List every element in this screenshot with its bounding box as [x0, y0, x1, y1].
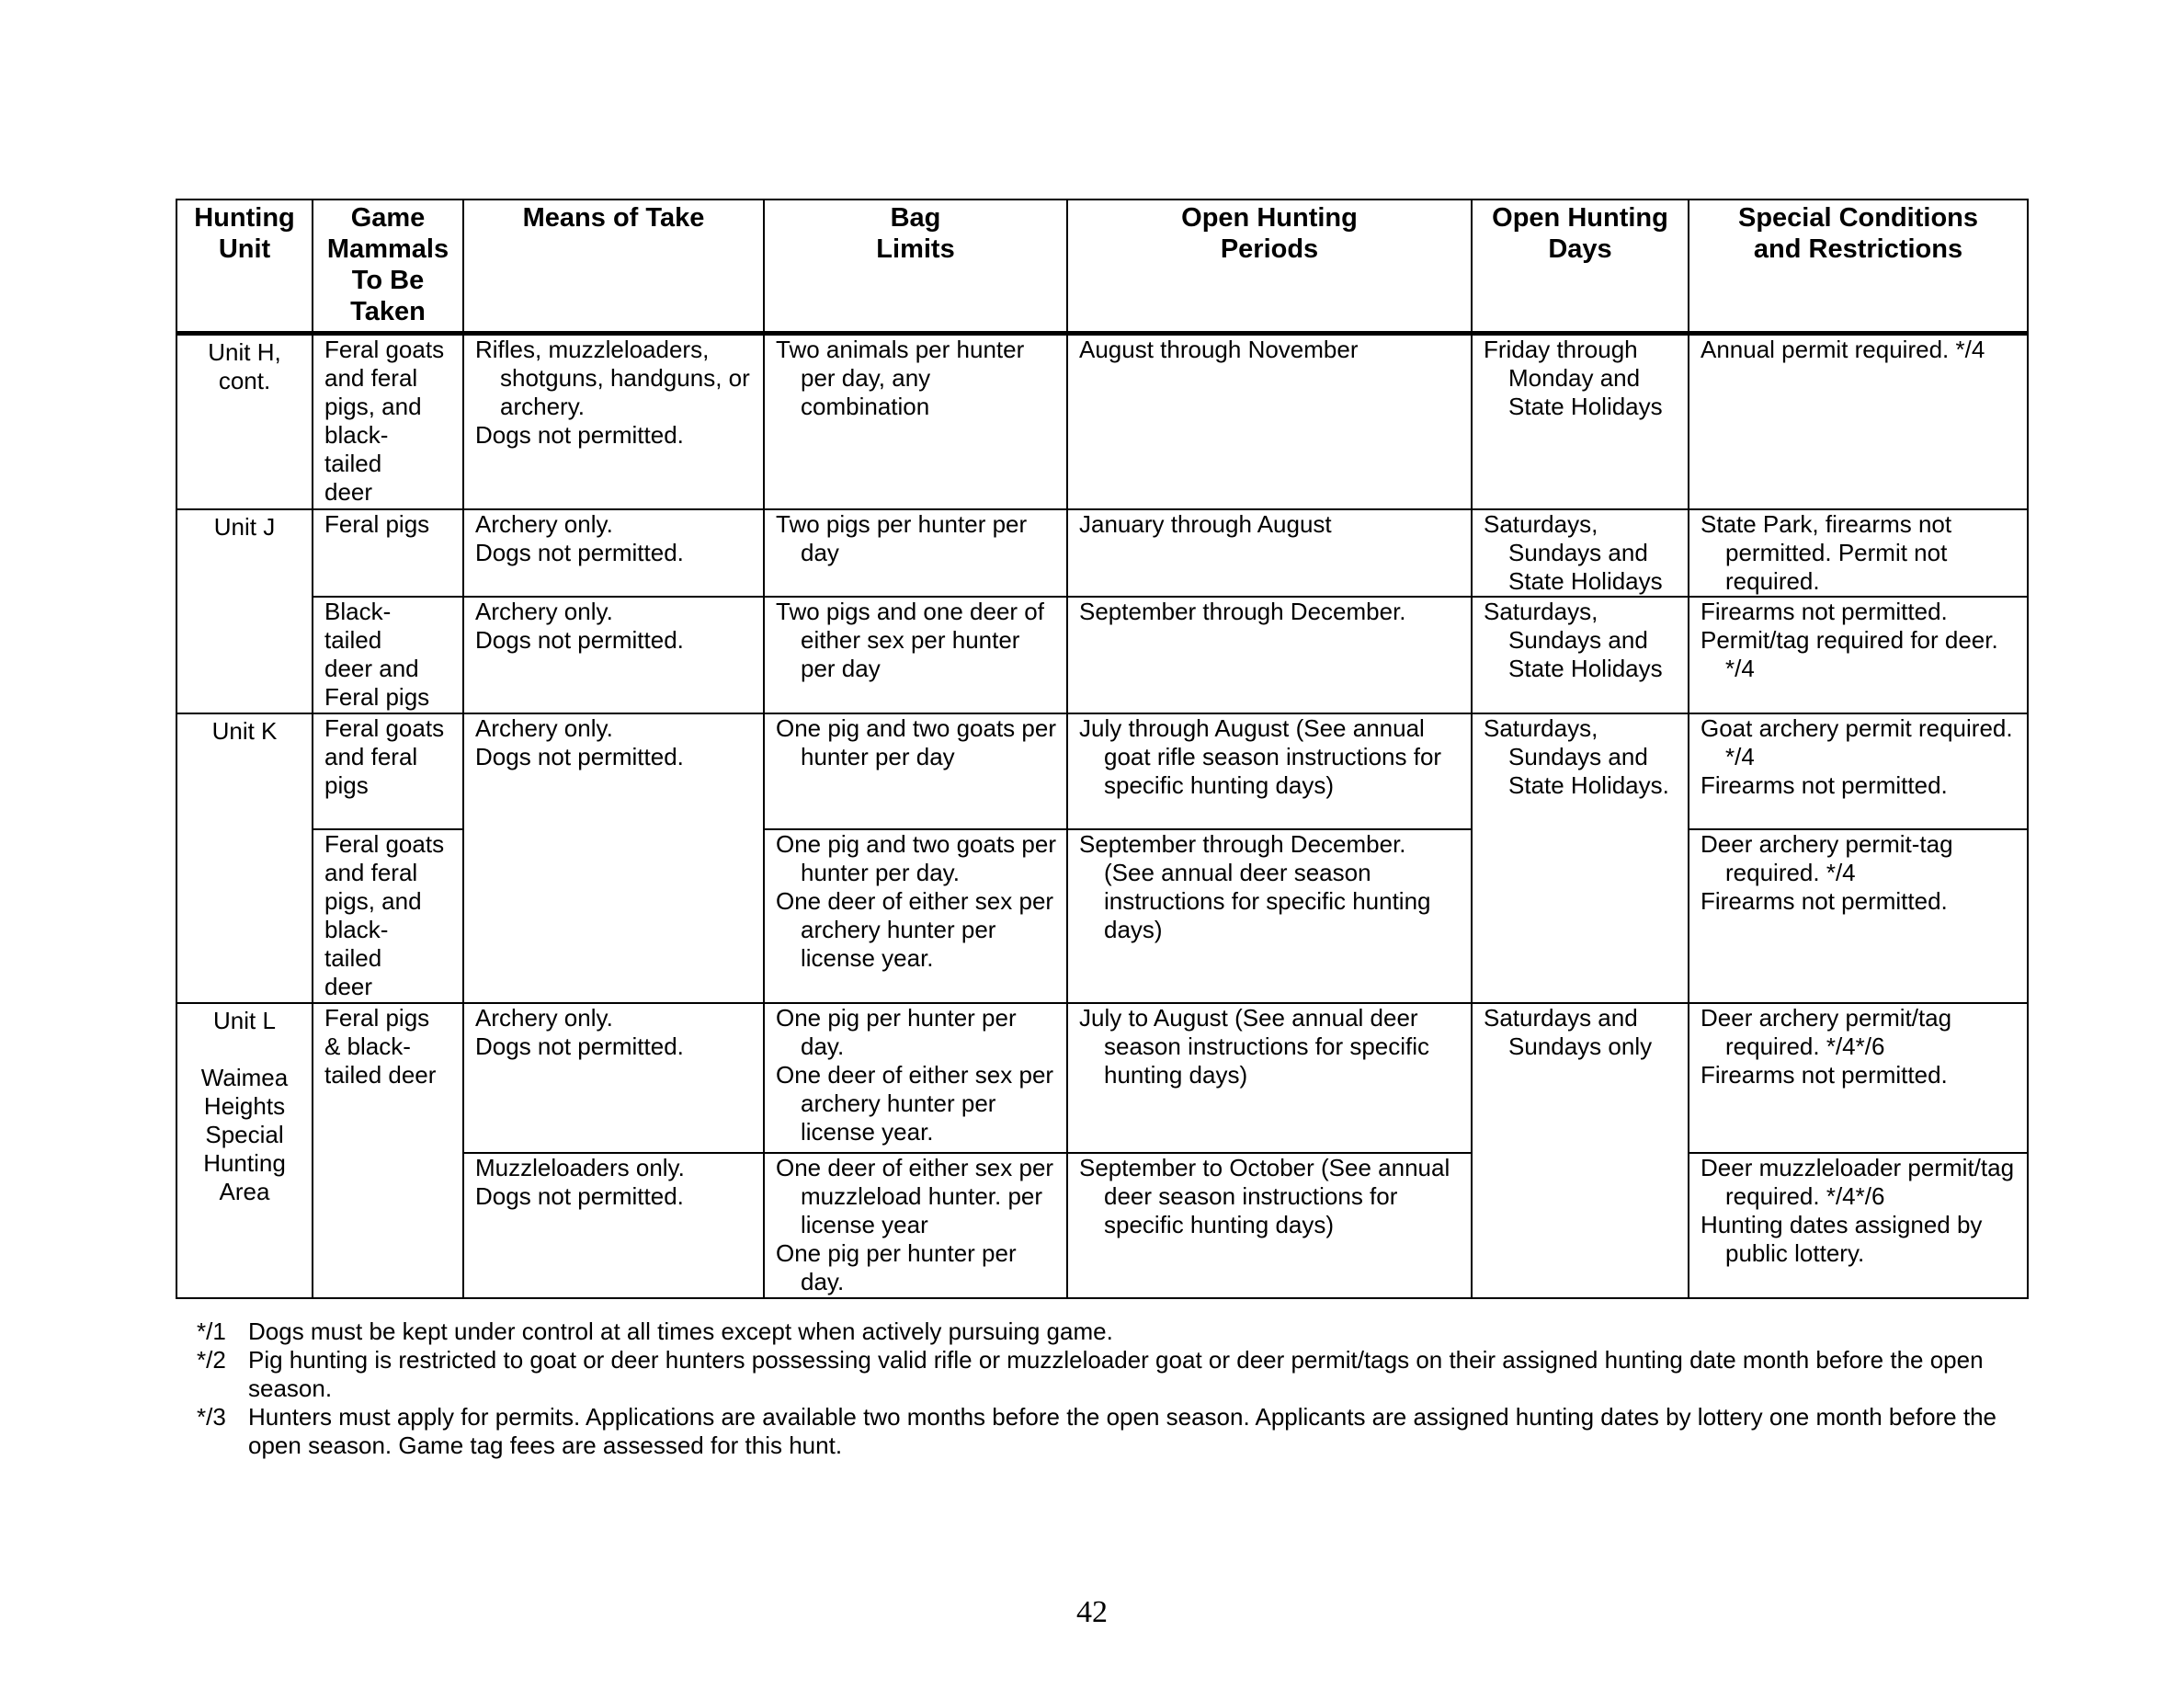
- bag-limits-cell: [764, 509, 1067, 597]
- bag-line: Two animals per hunter per day, any combination: [776, 336, 1025, 420]
- footnote: [197, 1346, 2017, 1403]
- special-conditions-cell: [1689, 1153, 2028, 1298]
- footnote: [197, 1403, 2017, 1460]
- bag-line: One pig per hunter per day.: [776, 1238, 1017, 1295]
- open-days-cell: [1472, 1003, 1689, 1298]
- bag-line: One deer of either sex per archery hunter per license year.: [776, 886, 1054, 972]
- open-period-cell: [1067, 1153, 1472, 1298]
- table-header-row: [176, 200, 2028, 334]
- bag-line: One deer of either sex per archery hunter per license year.: [776, 1060, 1054, 1146]
- special-conditions-cell: [1689, 334, 2028, 509]
- footnote-text: Hunters must apply for permits. Applications are available two months before the open season. Applicants are assigned hunting dates by lottery one month before the open season. Game tag fees are assessed for this hunt.: [248, 1403, 1997, 1459]
- means-line: Rifles, muzzleloaders, shotguns, handguns, or archery.: [475, 336, 750, 420]
- header-open-hunting-periods: Open Hunting Periods: [1067, 200, 1472, 334]
- conditions-line: Annual permit required. */4: [1701, 336, 1985, 363]
- game-mammals-cell: Feral goats and feral pigs: [313, 713, 463, 829]
- conditions-line: Firearms not permitted.: [1701, 597, 1948, 625]
- footnote-text: Pig hunting is restricted to goat or deer hunters possessing valid rifle or muzzleloader goat or deer permit/tags on their assigned hunting date month before the open season.: [248, 1346, 1984, 1402]
- conditions-line: Goat archery permit required. */4: [1701, 713, 2013, 770]
- page-number: 42: [1076, 1595, 1108, 1629]
- header-means-of-take: Means of Take: [463, 200, 764, 334]
- header-hunting-unit: Hunting Unit: [176, 200, 313, 334]
- means-of-take-cell: [463, 1003, 764, 1153]
- bag-limits-cell: [764, 1003, 1067, 1153]
- hunting-unit-cell: Unit J: [176, 509, 313, 713]
- conditions-line: State Park, firearms not permitted. Permit not required.: [1701, 509, 1952, 595]
- conditions-line: Deer archery permit/tag required. */4*/6: [1701, 1003, 1952, 1060]
- period-line: September to October (See annual deer season instructions for specific hunting days): [1079, 1153, 1450, 1238]
- open-period-cell: [1067, 597, 1472, 713]
- conditions-line: Firearms not permitted.: [1701, 770, 1948, 799]
- open-days-cell: [1472, 509, 1689, 597]
- period-line: August through November: [1079, 336, 1359, 363]
- footnote-mark: */3: [197, 1403, 226, 1431]
- footnotes: [197, 1317, 2017, 1460]
- hunting-unit-cell: Unit K: [176, 713, 313, 1003]
- conditions-line: Hunting dates assigned by public lottery.: [1701, 1210, 1983, 1267]
- conditions-line: Firearms not permitted.: [1701, 1060, 1948, 1089]
- table-row: [176, 713, 2028, 829]
- header-open-hunting-days: Open Hunting Days: [1472, 200, 1689, 334]
- open-period-cell: [1067, 509, 1472, 597]
- open-days-cell: [1472, 334, 1689, 509]
- means-of-take-cell: [463, 713, 764, 1003]
- open-period-cell: [1067, 334, 1472, 509]
- conditions-line: Permit/tag required for deer. */4: [1701, 625, 1998, 682]
- table-row: [176, 829, 2028, 1003]
- means-line: Archery only.: [475, 509, 613, 538]
- table-row: [176, 334, 2028, 509]
- means-line: Dogs not permitted.: [475, 538, 684, 566]
- footnote-text: Dogs must be kept under control at all times except when actively pursuing game.: [248, 1317, 1113, 1345]
- means-of-take-cell: [463, 509, 764, 597]
- means-line: Archery only.: [475, 713, 613, 742]
- days-line: Friday through Monday and State Holidays: [1484, 336, 1663, 420]
- bag-line: Two pigs and one deer of either sex per hunter per day: [776, 597, 1044, 682]
- hunting-unit-cell: Unit H, cont.: [176, 334, 313, 509]
- open-period-cell: [1067, 1003, 1472, 1153]
- period-line: July through August (See annual goat rifle season instructions for specific hunting days): [1079, 713, 1442, 799]
- open-period-cell: [1067, 713, 1472, 829]
- header-bag-limits: Bag Limits: [764, 200, 1067, 334]
- footnote-mark: */2: [197, 1346, 226, 1374]
- special-conditions-cell: [1689, 829, 2028, 1003]
- period-line: September through December. (See annual deer season instructions for specific hunting days): [1079, 829, 1431, 943]
- footnote: [197, 1317, 2017, 1346]
- means-line: Dogs not permitted.: [475, 1181, 684, 1210]
- days-line: Saturdays, Sundays and State Holidays: [1484, 597, 1663, 682]
- days-line: Saturdays, Sundays and State Holidays: [1484, 509, 1663, 595]
- bag-limits-cell: [764, 334, 1067, 509]
- header-game-mammals: Game Mammals To Be Taken: [313, 200, 463, 334]
- period-line: September through December.: [1079, 597, 1406, 625]
- means-line: Dogs not permitted.: [475, 625, 684, 654]
- bag-line: One pig and two goats per hunter per day.: [776, 829, 1056, 886]
- conditions-line: Deer muzzleloader permit/tag required. */4*/6: [1701, 1153, 2015, 1210]
- bag-limits-cell: [764, 713, 1067, 829]
- game-mammals-cell: Feral goats and feral pigs, and black- tailed deer: [313, 829, 463, 1003]
- bag-line: One pig and two goats per hunter per day: [776, 713, 1056, 770]
- means-line: Dogs not permitted.: [475, 742, 684, 770]
- means-line: Archery only.: [475, 597, 613, 625]
- special-conditions-cell: [1689, 713, 2028, 829]
- special-conditions-cell: [1689, 597, 2028, 713]
- game-mammals-cell: Black- tailed deer and Feral pigs: [313, 597, 463, 713]
- open-days-cell: [1472, 597, 1689, 713]
- game-mammals-cell: Feral goats and feral pigs, and black- tailed deer: [313, 334, 463, 509]
- means-line: Muzzleloaders only.: [475, 1153, 685, 1181]
- bag-line: Two pigs per hunter per day: [776, 509, 1028, 566]
- header-special-conditions: Special Conditions and Restrictions: [1689, 200, 2028, 334]
- footnote-mark: */1: [197, 1317, 226, 1345]
- conditions-line: Deer archery permit-tag required. */4: [1701, 829, 1953, 886]
- period-line: July to August (See annual deer season instructions for specific hunting days): [1079, 1003, 1430, 1089]
- hunting-unit-cell: Unit L Waimea Heights Special Hunting Area: [176, 1003, 313, 1298]
- hunting-regulations-table: [176, 199, 2029, 1299]
- open-period-cell: [1067, 829, 1472, 1003]
- bag-limits-cell: [764, 1153, 1067, 1298]
- table-row: [176, 1003, 2028, 1153]
- bag-line: One deer of either sex per muzzleload hunter. per license year: [776, 1153, 1054, 1238]
- bag-line: One pig per hunter per day.: [776, 1003, 1017, 1060]
- open-days-cell: [1472, 713, 1689, 1003]
- game-mammals-cell: Feral pigs: [313, 509, 463, 597]
- days-line: Saturdays, Sundays and State Holidays.: [1484, 713, 1669, 799]
- means-of-take-cell: [463, 334, 764, 509]
- means-of-take-cell: [463, 597, 764, 713]
- days-line: Saturdays and Sundays only: [1484, 1003, 1653, 1060]
- means-line: Archery only.: [475, 1003, 613, 1032]
- means-line: Dogs not permitted.: [475, 1032, 684, 1060]
- special-conditions-cell: [1689, 509, 2028, 597]
- means-of-take-cell: [463, 1153, 764, 1298]
- table-row: [176, 597, 2028, 713]
- special-conditions-cell: [1689, 1003, 2028, 1153]
- bag-limits-cell: [764, 829, 1067, 1003]
- conditions-line: Firearms not permitted.: [1701, 886, 1948, 915]
- means-line: Dogs not permitted.: [475, 421, 684, 449]
- table-row: [176, 509, 2028, 597]
- game-mammals-cell: Feral pigs & black- tailed deer: [313, 1003, 463, 1298]
- bag-limits-cell: [764, 597, 1067, 713]
- period-line: January through August: [1079, 509, 1332, 538]
